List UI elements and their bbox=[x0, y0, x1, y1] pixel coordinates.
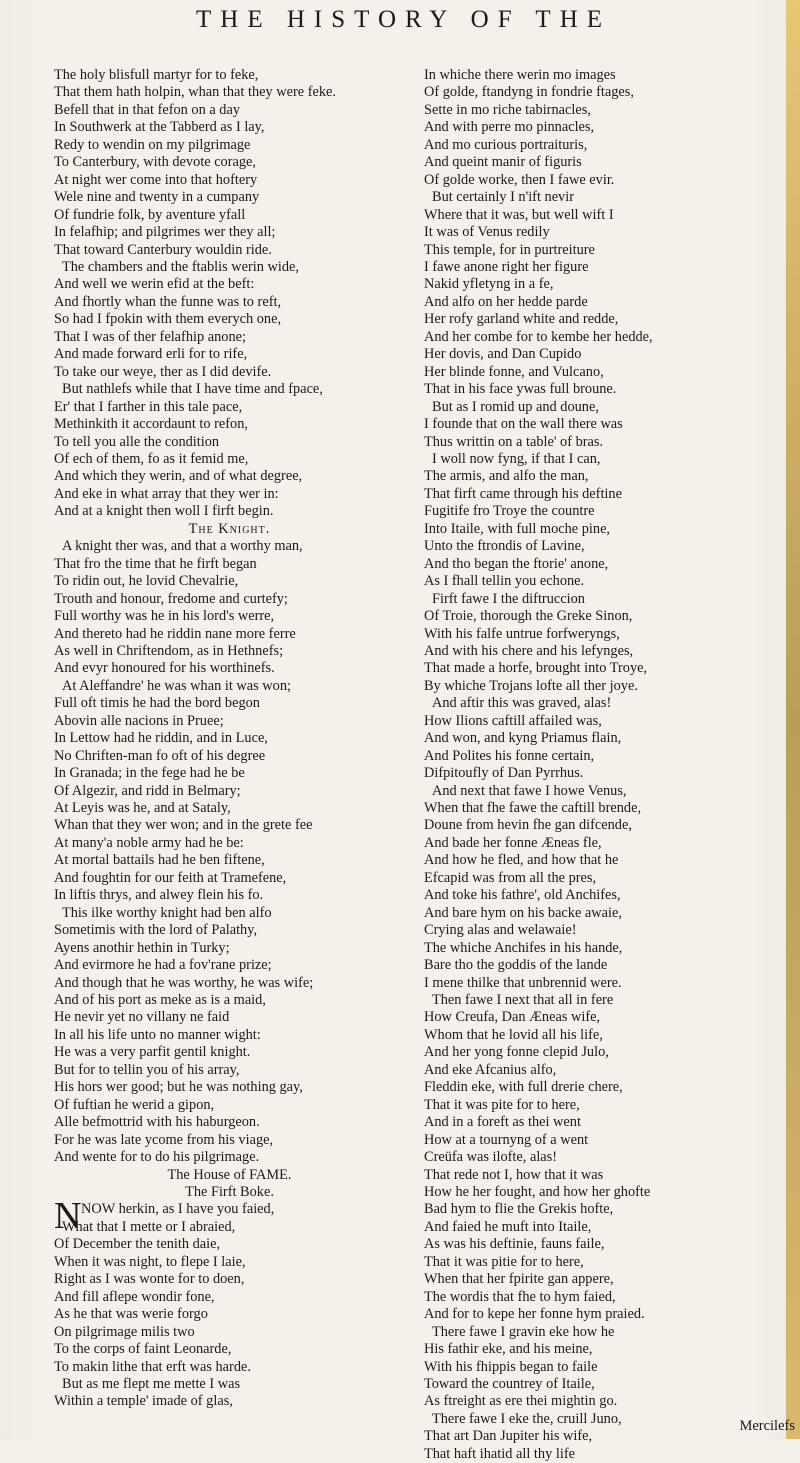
text-line: To makin lithe that erft was harde. bbox=[54, 1358, 251, 1375]
text-line: And made forward erli for to rife, bbox=[54, 346, 248, 363]
text-line: That art Dan Jupiter his wife, bbox=[424, 1428, 593, 1445]
text-line: Of Troie, thorough the Greke Sinon, bbox=[424, 608, 633, 625]
text-line: And Polites his fonne certain, bbox=[424, 747, 595, 764]
text-line: And eke Afcanius alfo, bbox=[424, 1061, 557, 1078]
text-line: In liftis thrys, and alwey flein his fo. bbox=[54, 887, 264, 904]
text-line: That I was of ther felafhip anone; bbox=[54, 328, 246, 345]
left-text-column bbox=[54, 67, 405, 1411]
text-line: Whom that he lovid all his life, bbox=[424, 1026, 603, 1043]
text-line: To ridin out, he lovid Chevalrie, bbox=[54, 573, 239, 590]
text-line: Into Itaile, with full moche pine, bbox=[424, 520, 611, 537]
text-line: Bad hym to flie the Grekis hofte, bbox=[424, 1201, 614, 1218]
text-line: Toward the countrey of Itaile, bbox=[424, 1375, 595, 1392]
text-line: That them hath holpin, whan that they were feke. bbox=[54, 84, 337, 101]
section-heading-knight: The Knight. bbox=[188, 520, 271, 537]
text-line: And well we werin efid at the beft: bbox=[54, 276, 255, 293]
section-subheading-first-book: The Firft Boke. bbox=[185, 1184, 274, 1200]
text-line: Sette in mo riche tabirnacles, bbox=[424, 101, 591, 118]
text-line: And evirmore he had a fov'rane prize; bbox=[54, 957, 272, 974]
text-line: That it was pite for to here, bbox=[424, 1096, 580, 1113]
text-line: Wele nine and twenty in a cumpany bbox=[54, 189, 260, 206]
text-line: The chambers and the ftablis werin wide, bbox=[62, 258, 299, 275]
text-line: Where that it was, but well wift I bbox=[424, 206, 614, 223]
text-line: At mortal battails had he ben fiftene, bbox=[54, 852, 265, 869]
text-line: This temple, for in purtreiture bbox=[424, 241, 595, 258]
text-line: In Southwerk at the Tabberd as I lay, bbox=[54, 119, 265, 136]
text-line: At night wer come into that hoftery bbox=[54, 171, 258, 188]
text-line: And though that he was worthy, he was wife; bbox=[54, 974, 314, 991]
text-line: Within a temple' imade of glas, bbox=[54, 1393, 233, 1410]
text-line: But certainly I n'ift nevir bbox=[432, 189, 574, 206]
text-line: And mo curious portraituris, bbox=[424, 136, 588, 153]
text-line: Thus writtin on a table' of bras. bbox=[424, 433, 604, 450]
text-line: Trouth and honour, fredome and curtefy; bbox=[54, 590, 288, 607]
section-heading-house-of-fame: The House of FAME. bbox=[167, 1166, 292, 1183]
dropcap-letter: N bbox=[54, 1195, 82, 1238]
text-line: Sometimis with the lord of Palathy, bbox=[54, 922, 258, 939]
text-line: That rede not I, how that it was bbox=[424, 1166, 604, 1183]
text-line: So had I fpokin with them everych one, bbox=[54, 311, 282, 328]
text-line: Befell that in that fefon on a day bbox=[54, 101, 241, 118]
text-line: Doune from hevin fhe gan difcende, bbox=[424, 817, 632, 834]
text-line: And which they werin, and of what degree, bbox=[54, 468, 303, 485]
text-line: How he her fought, and how her ghofte bbox=[424, 1184, 651, 1200]
text-line: A knight ther was, and that a worthy man, bbox=[62, 538, 303, 555]
text-line: And wente for to do his pilgrimage. bbox=[54, 1149, 260, 1166]
text-line: And her combe for to kembe her hedde, bbox=[424, 328, 653, 345]
text-line: The wordis that fhe to hym faied, bbox=[424, 1288, 616, 1305]
text-line: And fhortly whan the funne was to reft, bbox=[54, 293, 282, 310]
text-line: Methinkith it accordaunt to refon, bbox=[54, 416, 248, 433]
text-line: To Canterbury, with devote corage, bbox=[54, 154, 256, 171]
text-line: And foughtin for our feith at Tramefene, bbox=[54, 869, 287, 886]
text-line: By whiche Trojans lofte all ther joye. bbox=[424, 677, 638, 694]
text-line: Efcapid was from all the pres, bbox=[424, 869, 597, 886]
text-line: In all his life unto no manner wight: bbox=[54, 1026, 261, 1043]
text-line: I founde that on the wall there was bbox=[424, 416, 623, 433]
text-line: Firft fawe I the diftruccion bbox=[432, 590, 585, 607]
text-line: And fill aflepe wondir fone, bbox=[54, 1288, 215, 1305]
text-line: And for to kepe her fonne hym praied. bbox=[424, 1306, 645, 1323]
text-line: I mene thilke that unbrennid were. bbox=[424, 974, 622, 991]
text-line: Bare tho the goddis of the lande bbox=[424, 957, 608, 974]
text-line: Full worthy was he in his lord's werre, bbox=[54, 608, 275, 625]
text-line: And eke in what array that they wer in: bbox=[54, 485, 279, 502]
text-line: Unto the ftrondis of Lavine, bbox=[424, 538, 585, 555]
text-line: Of golde, ftandyng in fondrie ftages, bbox=[424, 84, 634, 101]
text-line: I fawe anone right her figure bbox=[424, 258, 589, 275]
text-line: Er' that I farther in this tale pace, bbox=[54, 398, 243, 415]
text-line: Redy to wendin on my pilgrimage bbox=[54, 136, 251, 153]
text-line: The holy blisfull martyr for to feke, bbox=[54, 67, 259, 83]
text-line: This ilke worthy knight had ben alfo bbox=[62, 904, 272, 921]
text-line: As ftreight as ere thei mightin go. bbox=[424, 1393, 618, 1410]
text-line: Nakid yfletyng in a fe, bbox=[424, 276, 554, 293]
text-line: At Aleffandre' he was whan it was won; bbox=[62, 677, 291, 694]
text-line: The whiche Anchifes in his hande, bbox=[424, 939, 623, 956]
text-line: There fawe I gravin eke how he bbox=[432, 1323, 615, 1340]
text-line: At many'a noble army had he be: bbox=[54, 834, 244, 851]
text-line: Her rofy garland white and redde, bbox=[424, 311, 619, 328]
text-line: Her blinde fonne, and Vulcano, bbox=[424, 363, 604, 380]
text-line: At Leyis was he, and at Sataly, bbox=[54, 800, 231, 817]
text-line: But as I romid up and doune, bbox=[432, 398, 599, 415]
text-line: Alle befmottrid with his haburgeon. bbox=[54, 1114, 260, 1131]
text-line: Of December the tenith daie, bbox=[54, 1236, 221, 1253]
text-line: Her dovis, and Dan Cupido bbox=[424, 346, 582, 363]
right-text-column bbox=[424, 67, 763, 1463]
text-line: He was a very parfit gentil knight. bbox=[54, 1044, 251, 1061]
text-line: When that fhe fawe the caftill brende, bbox=[424, 800, 642, 817]
text-line: Fugitife fro Troye the countre bbox=[424, 503, 595, 520]
text-line: And next that fawe I howe Venus, bbox=[432, 782, 627, 799]
text-line: That haft ihatid all thy life bbox=[424, 1445, 575, 1462]
text-line: Of Algezir, and ridd in Belmary; bbox=[54, 782, 241, 799]
text-line: There fawe I eke the, cruill Juno, bbox=[432, 1410, 622, 1427]
text-line: Then fawe I next that all in fere bbox=[432, 992, 614, 1009]
text-line: Crying alas and welawaie! bbox=[424, 922, 577, 939]
text-line: As he that was werie forgo bbox=[54, 1306, 208, 1323]
text-line: He nevir yet no villany ne faid bbox=[54, 1009, 230, 1026]
text-line: It was of Venus redily bbox=[424, 224, 550, 241]
text-line: With his falfe untrue forfweryngs, bbox=[424, 625, 620, 642]
text-line: That fro the time that he firft began bbox=[54, 555, 257, 572]
text-line: Of ech of them, fo as it femid me, bbox=[54, 450, 249, 467]
text-line: And in a foreft as thei went bbox=[424, 1114, 581, 1131]
text-line: And faied he muft into Itaile, bbox=[424, 1218, 592, 1235]
text-line: Of fundrie folk, by aventure yfall bbox=[54, 206, 246, 223]
text-line: No Chriften-man fo oft of his degree bbox=[54, 747, 266, 764]
text-line: To take our weye, ther as I did devife. bbox=[54, 363, 272, 380]
text-line: And bade her fonne Æneas fle, bbox=[424, 834, 602, 851]
gilded-page-edge bbox=[786, 0, 800, 1439]
text-line: As well in Chriftendom, as in Hethnefs; bbox=[54, 642, 284, 659]
text-line: NOW herkin, as I have you faied, bbox=[81, 1201, 275, 1218]
text-line: And her yong fonne clepid Julo, bbox=[424, 1044, 609, 1061]
text-line: And thereto had he riddin nane more ferre bbox=[54, 625, 296, 642]
text-line: But nathlefs while that I have time and fpace, bbox=[62, 381, 323, 398]
text-line: What that I mette or I abraied, bbox=[62, 1218, 236, 1235]
text-line: In whiche there werin mo images bbox=[424, 67, 616, 83]
text-line: That in his face ywas full broune. bbox=[424, 381, 617, 398]
text-line: In felafhip; and pilgrimes wer they all; bbox=[54, 224, 276, 241]
text-line: For he was late ycome from his viage, bbox=[54, 1131, 274, 1148]
text-line: That toward Canterbury wouldin ride. bbox=[54, 241, 272, 258]
text-line: And at a knight then woll I firft begin. bbox=[54, 503, 274, 520]
text-line: On pilgrimage milis two bbox=[54, 1323, 195, 1340]
text-line: And alfo on her hedde parde bbox=[424, 293, 588, 310]
text-line: And queint manir of figuris bbox=[424, 154, 582, 171]
text-line: But as me flept me mette I was bbox=[62, 1375, 241, 1392]
text-line: As I fhall tellin you echone. bbox=[424, 573, 585, 590]
text-line: With his fhippis began to faile bbox=[424, 1358, 598, 1375]
text-line: Difpitoufly of Dan Pyrrhus. bbox=[424, 765, 584, 782]
text-line: Full oft timis he had the bord begon bbox=[54, 695, 260, 712]
text-line: When it was night, to flepe I laie, bbox=[54, 1253, 246, 1270]
text-line: That firft came through his deftine bbox=[424, 485, 622, 502]
text-line: Right as I was wonte for to doen, bbox=[54, 1271, 245, 1288]
text-line: Whan that they wer won; and in the grete fee bbox=[54, 817, 313, 834]
text-line: The armis, and alfo the man, bbox=[424, 468, 589, 485]
text-line: When that her fpirite gan appere, bbox=[424, 1271, 614, 1288]
text-line: In Lettow had he riddin, and in Luce, bbox=[54, 730, 268, 747]
running-head: THE HISTORY OF THE bbox=[196, 6, 612, 33]
text-line: And of his port as meke as is a maid, bbox=[54, 992, 266, 1009]
text-line: Ayens anothir hethin in Turky; bbox=[54, 939, 230, 956]
text-line: And tho began the ftorie' anone, bbox=[424, 555, 609, 572]
text-line: But for to tellin you of his array, bbox=[54, 1061, 240, 1078]
text-line: To tell you alle the condition bbox=[54, 433, 220, 450]
text-line: And evyr honoured for his worthinefs. bbox=[54, 660, 275, 677]
catchword: Mercilefs bbox=[739, 1418, 795, 1434]
text-line: And aftir this was graved, alas! bbox=[432, 695, 612, 712]
text-line: And bare hym on his backe awaie, bbox=[424, 904, 622, 921]
text-line: Creüfa was iloftе, alas! bbox=[424, 1149, 558, 1166]
text-line: That made a horfe, brought into Troye, bbox=[424, 660, 648, 677]
text-line: I woll now fyng, if that I can, bbox=[432, 450, 601, 467]
text-line: How Ilions caftill affailed was, bbox=[424, 712, 602, 729]
text-line: As was his deftinie, fauns faile, bbox=[424, 1236, 605, 1253]
text-line: Abovin alle nacions in Pruee; bbox=[54, 712, 224, 729]
text-line: And how he fled, and how that he bbox=[424, 852, 619, 869]
text-line: How Creufa, Dan Æneas wife, bbox=[424, 1009, 601, 1026]
text-line: And won, and kyng Priamus flain, bbox=[424, 730, 622, 747]
text-line: Of fuftian he werid a gipon, bbox=[54, 1096, 215, 1113]
text-line: His fathir eke, and his meine, bbox=[424, 1341, 593, 1358]
text-line: And with perre mo pinnacles, bbox=[424, 119, 595, 136]
text-line: To the corps of faint Leonarde, bbox=[54, 1341, 232, 1358]
text-line: His hors wer good; but he was nothing gay, bbox=[54, 1079, 303, 1096]
text-line: Fleddin eke, with full drerie chere, bbox=[424, 1079, 623, 1096]
text-line: And with his chere and his lefynges, bbox=[424, 642, 634, 659]
text-line: How at a tournyng of a went bbox=[424, 1131, 589, 1148]
text-line: Of golde worke, then I fawe evir. bbox=[424, 171, 615, 188]
text-line: That it was pitie for to here, bbox=[424, 1253, 584, 1270]
text-line: In Granada; in the fege had he be bbox=[54, 765, 245, 782]
text-line: And toke his fathre', old Anchifes, bbox=[424, 887, 621, 904]
